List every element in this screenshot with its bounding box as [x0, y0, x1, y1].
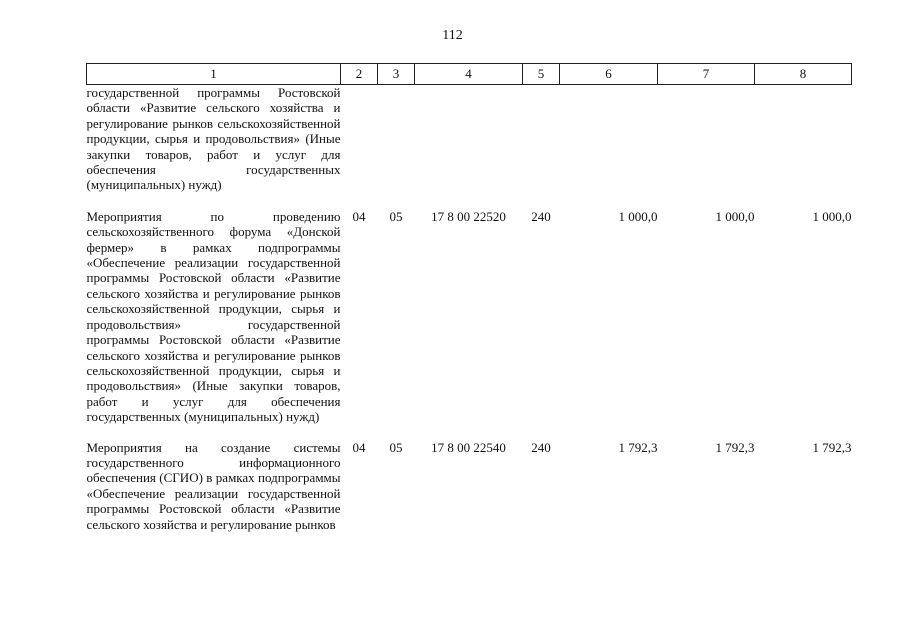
column-header-5: 5	[523, 64, 560, 85]
row-amount-col6	[560, 85, 658, 207]
row-target-article: 17 8 00 22540	[431, 439, 506, 455]
row-amount-col8: 1 792,3	[812, 439, 852, 455]
row-section-code	[341, 85, 378, 207]
row-subsection-code: 05	[389, 439, 403, 455]
row-description: Мероприятия по проведению сельскохозяйственного форума «Донской фермер» в рамках подпрограммы «Обеспечение реализации государственной программы Ростовской области «Развитие сельского хозяйства и регулирование рынков сельскохозяйственной продукции, сырья и продовольствия» государственной программы Ростовской области «Развитие сельского хозяйства и регулирование рынков сельскохозяйственной продукции, сырья и продовольствия» (Иные закупки товаров, работ и услуг для обеспечения государственных (муниципальных) нужд)	[86, 208, 341, 425]
row-section-code: 04	[352, 439, 366, 455]
row-expense-type	[523, 85, 560, 207]
row-subsection-code: 05	[389, 208, 403, 224]
table-row	[87, 207, 852, 438]
row-amount-col7	[658, 85, 755, 207]
column-header-8: 8	[755, 64, 852, 85]
row-amount-col7: 1 000,0	[715, 208, 755, 224]
row-target-article	[415, 85, 523, 207]
column-header-2: 2	[341, 64, 378, 85]
column-number-header-row	[87, 64, 852, 85]
column-header-4: 4	[415, 64, 523, 85]
column-header-3: 3	[378, 64, 415, 85]
row-section-code: 04	[352, 208, 366, 224]
column-header-6: 6	[560, 64, 658, 85]
row-description: государственной программы Ростовской области «Развитие сельского хозяйства и регулирование рынков сельскохозяйственной продукции, сырья и продовольствия» (Иные закупки товаров, работ и услуг для обеспечения государственных (муниципальных) нужд)	[86, 85, 341, 193]
row-expense-type: 240	[531, 439, 551, 455]
row-expense-type: 240	[531, 208, 551, 224]
row-target-article: 17 8 00 22520	[431, 208, 506, 224]
row-amount-col6: 1 792,3	[618, 439, 658, 455]
row-amount-col8: 1 000,0	[812, 208, 852, 224]
column-header-1: 1	[87, 64, 341, 85]
column-header-7: 7	[658, 64, 755, 85]
page-number: 112	[442, 28, 463, 43]
row-amount-col8	[755, 85, 852, 207]
table-row	[87, 85, 852, 207]
budget-table	[86, 63, 852, 545]
row-amount-col6: 1 000,0	[618, 208, 658, 224]
row-subsection-code	[378, 85, 415, 207]
row-amount-col7: 1 792,3	[715, 439, 755, 455]
table-row	[87, 438, 852, 545]
row-description: Мероприятия на создание системы государственного информационного обеспечения (СГИО) в рамках подпрограммы «Обеспечение реализации государственной программы Ростовской области «Развитие сельского хозяйства и регулирование рынков	[86, 439, 341, 532]
